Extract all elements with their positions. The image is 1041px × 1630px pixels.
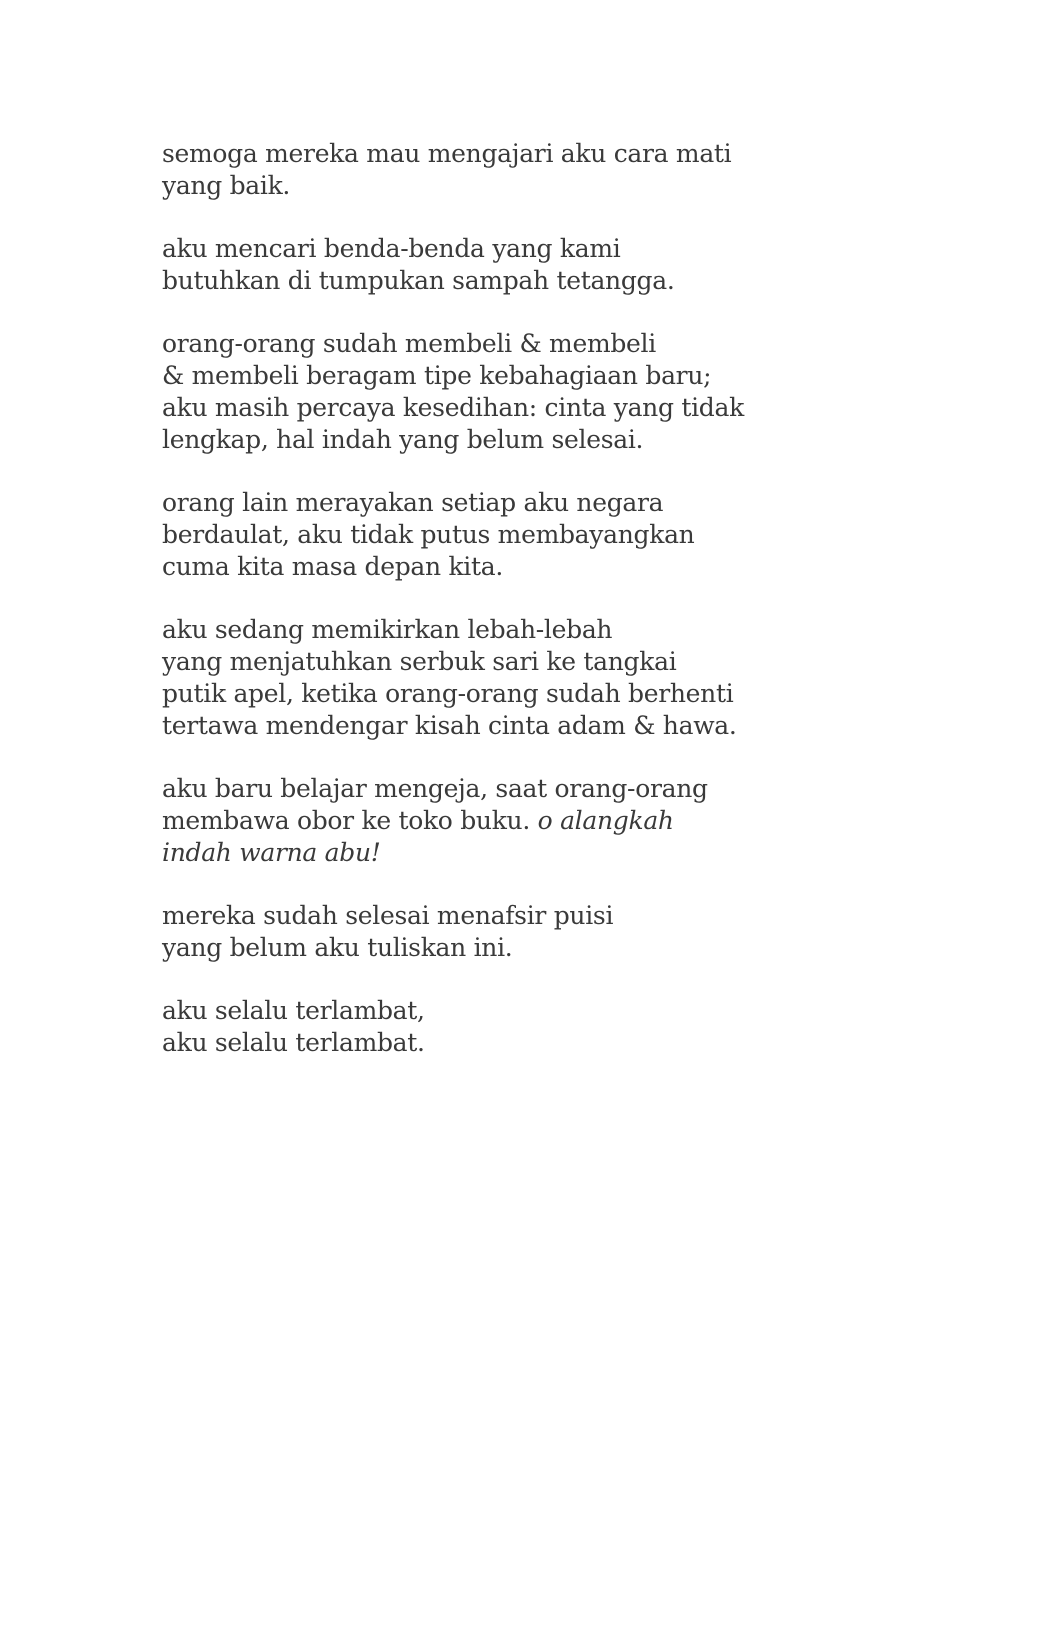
poem-line: & membeli beragam tipe kebahagiaan baru;	[162, 361, 712, 390]
poem-line: mereka sudah selesai menafsir puisi	[162, 901, 614, 930]
poem-line: aku mencari benda-benda yang kami	[162, 234, 621, 263]
poem-line: yang baik.	[162, 171, 291, 200]
poem-line: aku selalu terlambat.	[162, 1028, 425, 1057]
poem-line: tertawa mendengar kisah cinta adam & hawa.	[162, 711, 737, 740]
poem-line: aku masih percaya kesedihan: cinta yang tidak	[162, 393, 744, 422]
stanza-5	[162, 614, 737, 742]
stanza-8	[162, 995, 722, 1059]
poem-line: semoga mereka mau mengajari aku cara mati	[162, 139, 732, 168]
poem-line: lengkap, hal indah yang belum selesai.	[162, 425, 644, 454]
stanza-4	[162, 487, 722, 583]
poem-line: butuhkan di tumpukan sampah tetangga.	[162, 266, 675, 295]
poem-text-italic: o alangkah	[537, 806, 674, 835]
poem-text-roman: membawa obor ke toko buku.	[162, 806, 531, 835]
stanza-6	[162, 773, 722, 869]
poem-line: yang belum aku tuliskan ini.	[162, 933, 513, 962]
stanza-2	[162, 233, 722, 297]
poem-line: orang lain merayakan setiap aku negara	[162, 488, 664, 517]
poem-line: orang-orang sudah membeli & membeli	[162, 329, 656, 358]
poem-line: putik apel, ketika orang-orang sudah berhenti	[162, 679, 734, 708]
poem-line: aku sedang memikirkan lebah-lebah	[162, 615, 613, 644]
poem-body	[162, 138, 744, 1090]
poem-line: cuma kita masa depan kita.	[162, 552, 503, 581]
stanza-1	[162, 138, 732, 202]
poem-line-italic: indah warna abu!	[162, 838, 381, 867]
poem-line: berdaulat, aku tidak putus membayangkan	[162, 520, 695, 549]
poem-line: yang menjatuhkan serbuk sari ke tangkai	[162, 647, 677, 676]
poem-line: aku baru belajar mengeja, saat orang-orang	[162, 774, 708, 803]
poem-line	[162, 805, 722, 837]
stanza-7	[162, 900, 722, 964]
stanza-3	[162, 328, 744, 456]
poem-line: aku selalu terlambat,	[162, 996, 425, 1025]
